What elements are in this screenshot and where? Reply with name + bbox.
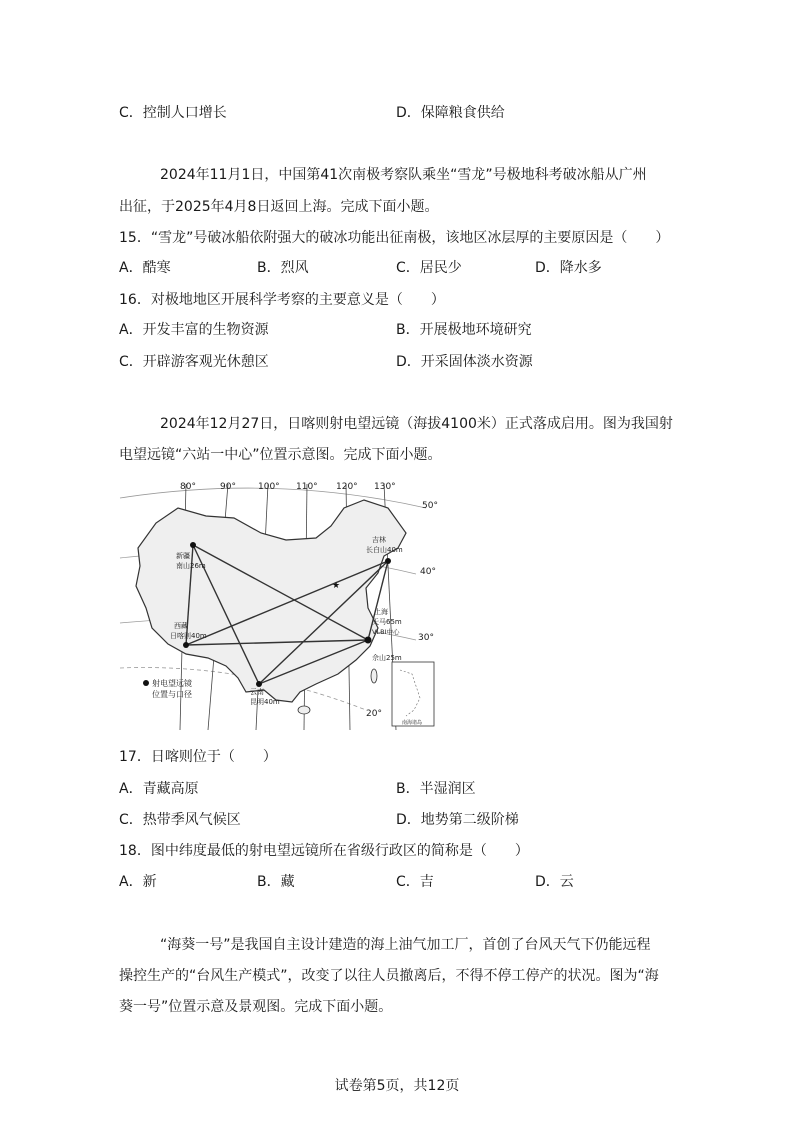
q18-option-c[interactable]: C．吉 — [396, 874, 434, 890]
label-shanghai-region: 上海 — [374, 608, 388, 616]
legend-label-2: 位置与口径 — [152, 690, 192, 699]
q17-option-c[interactable]: C．热带季风气候区 — [119, 812, 241, 828]
intro2-line2: 电望远镜“六站一中心”位置示意图。完成下面小题。 — [119, 447, 442, 463]
q15-option-c[interactable]: C．居民少 — [396, 260, 462, 276]
lon-label-130: 130° — [374, 482, 396, 492]
intro1-line2: 出征，于2025年4月8日返回上海。完成下面小题。 — [119, 199, 439, 215]
label-shanghai-name: 天马65m — [372, 618, 402, 626]
q17-option-b[interactable]: B．半湿润区 — [396, 781, 476, 797]
intro3-line3: 葵一号”位置示意及景观图。完成下面小题。 — [119, 999, 393, 1015]
lon-label-90: 90° — [220, 482, 236, 492]
q15-option-a[interactable]: A．酷寒 — [119, 260, 171, 276]
q16-option-a[interactable]: A．开发丰富的生物资源 — [119, 322, 269, 338]
lat-label-20: 20° — [366, 709, 382, 719]
label-vlbi-center: VLBI中心 — [372, 628, 400, 636]
intro1-line1: 2024年11月1日，中国第41次南极考察队乘坐“雪龙”号极地科考破冰船从广州 — [160, 167, 647, 183]
lon-label-100: 100° — [258, 482, 280, 492]
label-jilin-region: 吉林 — [372, 536, 386, 544]
inset-label: 南海诸岛 — [402, 720, 423, 726]
q16-option-b[interactable]: B．开展极地环境研究 — [396, 322, 532, 338]
lat-label-40: 40° — [420, 567, 436, 577]
q18-option-b[interactable]: B．藏 — [257, 874, 295, 890]
intro3-line2: 操控生产的“台风生产模式”，改变了以往人员撤离后，不得不停工停产的状况。图为“海 — [119, 968, 659, 984]
q17-stem: 17．日喀则位于（ ） — [119, 749, 277, 765]
q18-option-d[interactable]: D．云 — [535, 874, 574, 890]
lon-label-120: 120° — [336, 482, 358, 492]
q16-option-d[interactable]: D．开采固体淡水资源 — [396, 354, 533, 370]
q15-option-d[interactable]: D．降水多 — [535, 260, 602, 276]
label-yunnan-region: 云南 — [250, 688, 264, 696]
lat-label-50: 50° — [422, 501, 438, 511]
q17-option-a[interactable]: A．青藏高原 — [119, 781, 199, 797]
q16-option-c[interactable]: C．开辟游客观光休憩区 — [119, 354, 269, 370]
intro3-line1: “海葵一号”是我国自主设计建造的海上油气加工厂，首创了台风天气下仍能远程 — [160, 937, 651, 953]
label-sheshan: 佘山25m — [372, 654, 402, 662]
legend-dot — [143, 680, 149, 686]
capital-star-icon: ★ — [332, 581, 341, 591]
station-yunnan — [256, 681, 262, 687]
q16-stem: 16．对极地地区开展科学考察的主要意义是（ ） — [119, 292, 445, 308]
intro2-line1: 2024年12月27日，日喀则射电望远镜（海拔4100米）正式落成启用。图为我国射 — [160, 416, 673, 432]
label-xizang-name: 日喀则40m — [170, 632, 207, 640]
label-yunnan-name: 昆明40m — [250, 698, 280, 706]
lat-label-30: 30° — [418, 633, 434, 643]
radio-telescope-map — [116, 478, 442, 730]
q15-stem: 15．“雪龙”号破冰船依附强大的破冰功能出征南极，该地区冰层厚的主要原因是（ ） — [119, 230, 670, 246]
q14-option-c[interactable]: C．控制人口增长 — [119, 105, 227, 121]
page-footer: 试卷第5页，共12页 — [334, 1078, 460, 1094]
hainan-island — [298, 706, 310, 714]
q15-option-b[interactable]: B．烈风 — [257, 260, 309, 276]
label-jilin-name: 长白山40m — [366, 546, 403, 554]
station-shanghai — [365, 637, 372, 644]
station-xizang — [183, 642, 189, 648]
south-china-sea-inset — [392, 662, 434, 726]
q18-stem: 18．图中纬度最低的射电望远镜所在省级行政区的简称是（ ） — [119, 843, 529, 859]
legend-label: 射电望远镜 — [152, 679, 192, 688]
q17-option-d[interactable]: D．地势第二级阶梯 — [396, 812, 519, 828]
label-xinjiang-region: 新疆 — [176, 552, 190, 560]
lon-label-80: 80° — [180, 482, 196, 492]
q18-option-a[interactable]: A．新 — [119, 874, 157, 890]
station-xinjiang — [190, 542, 196, 548]
station-jilin — [385, 558, 391, 564]
q14-option-d[interactable]: D．保障粮食供给 — [396, 105, 505, 121]
taiwan-island — [371, 669, 377, 683]
lon-label-110: 110° — [296, 482, 318, 492]
label-xinjiang-name: 南山26m — [176, 562, 206, 570]
label-xizang-region: 西藏 — [174, 622, 188, 630]
